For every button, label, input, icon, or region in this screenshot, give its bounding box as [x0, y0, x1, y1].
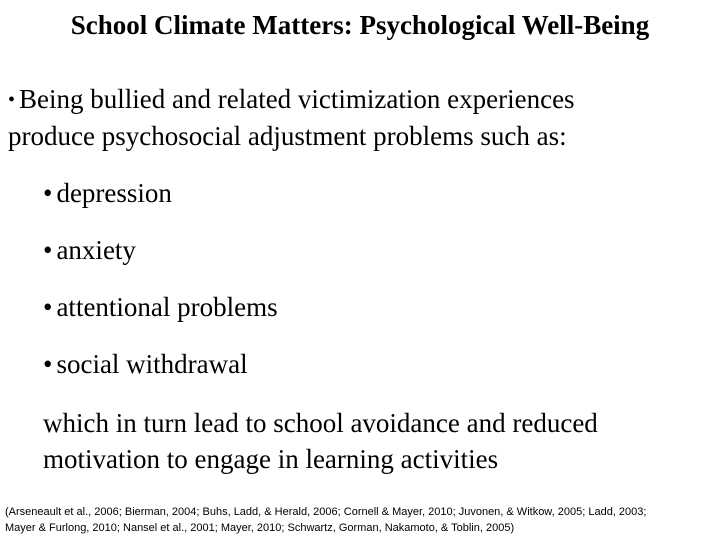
bullet-icon: •	[43, 178, 53, 208]
bullet-icon: •	[43, 292, 53, 322]
symptom-list	[43, 175, 703, 403]
bullet-icon: •	[43, 349, 53, 379]
conclusion-line-2: motivation to engage in learning activities	[43, 444, 499, 474]
intro-text-1: Being bullied and related victimization experiences	[19, 84, 575, 114]
conclusion-line-1: which in turn lead to school avoidance and reduced	[43, 408, 598, 438]
list-item-anxiety	[43, 232, 703, 289]
list-item-label: attentional problems	[56, 292, 278, 322]
intro-bullet	[8, 81, 708, 154]
citations	[5, 504, 717, 536]
list-item-social-withdrawal	[43, 346, 703, 403]
bullet-icon: •	[43, 235, 53, 265]
slide-title: School Climate Matters: Psychological Well-Being	[70, 10, 650, 40]
list-item-label: anxiety	[56, 235, 136, 265]
list-item-label: social withdrawal	[56, 349, 248, 379]
intro-line-2: produce psychosocial adjustment problems such as:	[8, 121, 567, 151]
intro-line-1	[8, 81, 708, 118]
citations-line-1: (Arseneault et al., 2006; Bierman, 2004; Buhs, Ladd, & Herald, 2006; Cornell & Mayer, 2010; Juvonen, & Witkow, 2005; Ladd, 2003;	[5, 506, 647, 518]
conclusion-text	[43, 405, 713, 477]
bullet-icon: •	[8, 89, 16, 111]
list-item-depression	[43, 175, 703, 232]
list-item-attentional-problems	[43, 289, 703, 346]
citations-line-2: Mayer & Furlong, 2010; Nansel et al., 2001; Mayer, 2010; Schwartz, Gorman, Nakamoto, & Toblin, 2005)	[5, 522, 515, 534]
list-item-label: depression	[56, 178, 172, 208]
